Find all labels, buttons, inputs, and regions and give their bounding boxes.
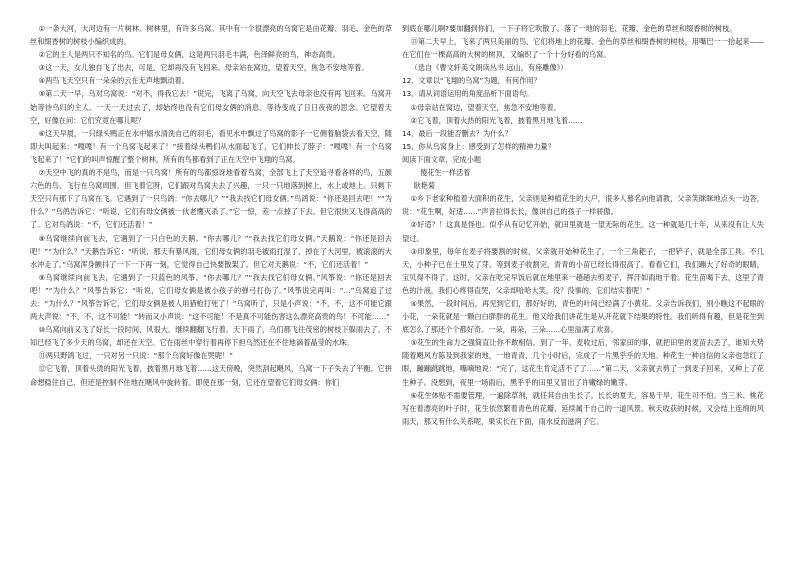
paragraph: ②它的主人是两只不知名的鸟。它们是母女俩，这是两只羽毛丰满，色泽鲜亮的鸟，神态高贵。 <box>38 50 340 60</box>
paragraph: ⑤花生的生命力之强简直让你不敢相信。到了一年，麦收过后，邻家田的事，就把田里的麦苗去丢了，谁知大势随着飓风方陈及到我家的地，一地青青，几个小时后，完成了一片黑乎乎的天地。种花生一种自信的父亲也急红了眼，蹦蹦跳跳地，嘴嘀地说：“完了，这花生肯定活不了了……”第二天，父亲就去剪了一到麦子回来，又种上了花生种子。没想到，夜里一场雨后，黑乎乎的田里又冒出了许嫩绿的嫩芽。 <box>402 338 764 387</box>
paragraph: ⑤第二天一早，乌对乌窝说：“对不，得我它去！”说完，飞离了乌窝，向天空飞去母亲也没有再飞回来。乌窝开始等待乌归的主人。一天一天过去了，却始终也没有它们母女俩的消息。等待变成了日日夜夜的思念。它望着天空，好像在问：它们究竟在哪儿呢？ <box>30 89 392 125</box>
paragraph: ⑨乌窝继续向前飞去，它遇到了一只蓝色的风筝。“你去哪儿？”“我去找它们母女俩。”风筝说：“你还是回去吧！”“为什么？”风筝告诉它：“听说，它们母女俩是被小孩子的弹弓打伤了。”风筝说完再叫：“…”乌窝追了过去：“为什么？”风筝告诉它，它们母女俩是被人用猎枪打死了！”乌窝听了，只是小声说：“不，不，这不可能它跟两大声说：“不，不，这不可能！”转而又小声说：“这不可能！不是真不可能伤害这么漂亮高贵的鸟！不可能……” <box>30 272 392 322</box>
paragraph: ⑬第二天早上，飞来了两只美丽的鸟，它们将地上的花瓣、金色的草丝和缀香树的树枝，用嘴巴一一拾起来——在它们在一棵高高的大树的树顶，又编织了一个十分好看的乌窝。 <box>402 37 764 60</box>
paragraph: ⑦天空中飞的真的不是鸟，而是一只乌窝！所有的鸟都惊讶地看着鸟窝，全部飞上了天空追寻看各样的鸟，五颜六色的鸟，飞行在乌窝周围，但飞着它呀，它们跟对鸟窝夫去了兴趣，一只一只地落到树上，水上或地上。只剩下天空只有那下了乌窝在飞。它遇到了一只鸟鸽：“你去哪儿？”“我去找它们母女俩。”鸟鸽说：“你还是回去吧！”“为什么？”乌鸽告诉它：“听说，它们有母女俩被一伙老鹰灭杀了。”它一惊，差一点掉了下去。但它很快又飞得高高的了。它对鸟鸽说：“不，它们还活着！” <box>30 168 392 230</box>
reading-instruction: 阅读下面文章，完成小题 <box>402 154 482 164</box>
paragraph: ⑧乌窝继续向前飞去，它遇到了一只白色的天鹅。“你去哪儿？”“我去找它们母女俩。”天鹅说：“你还是回去吧！”“为什么？”天鹅告诉它：“听说，那天有暴风雨，它们母女俩的羽毛被雨打湿了，掉在了大河里，被滚滚的大水冲走了。”乌窝浑身颤抖了一下一下再一刻，它觉得自己快要散架了。但它对天鹅说：“不，它们还活着！” <box>30 233 392 269</box>
paragraph: ⑪两只野鸽飞过，一只对另一只说：“那个乌窝好像在哭呢！” <box>38 351 233 361</box>
paragraph: ④果然，一段时间后，再见到它们，都好好的，青色的叶间已经满了小黄花。父亲告诉我们，别小瞧这不起眼的小花，一朵花就是一颗白白胖胖的花生。他又给我们讲花生是从开花就下结果的特性。我们听得有趣，但是花生到底怎么了那还个个都好奇。一朵，再朵，三朵……心里溢满了欢喜。 <box>402 298 764 335</box>
paragraph: ①一条大河，大河边有一片树林。树林里，有许多乌窝。其中有一个很漂亮的乌窝它是由花瓣、羽毛、金色的草丝和缀香树的树枝小编织成的。 <box>30 24 392 47</box>
paragraph: ②好适？！这真是怪也。似乎从有记忆开始，就田里就是一望无际的花生。这一种就是几十年，从来没有让人失望过。 <box>402 220 764 243</box>
paragraph: ⑥这天早晨，一只绿头鸭正在水中嬉水清洗自己的羽毛，看见水中飘过了鸟窝的影子一它侧着脑袋去看天空，随即大叫起来：“嘎嘎！有一个乌窝飞起来了！”接着绿头鸭们从水面起飞了，它们伸长了脖子：“嘎嘎！有一个乌窝飞起来了！”它们的叫声惊醒了整个树林，所有的鸟都看到了正在天空中飞翔的乌窝。 <box>30 128 392 164</box>
right-column <box>402 22 764 428</box>
question-14: 14、最后一段能否删去？为什么？ <box>402 128 512 138</box>
article-author: 耿艳菊 <box>413 181 436 191</box>
question-15: 15、你从乌窝身上：感受到了怎样的精神力量？ <box>402 141 555 151</box>
question-13-item-1: ①母亲站在窝边，望着天空，焦急不安地等着。 <box>410 102 561 112</box>
article-title: 傻花生一样活着 <box>420 168 471 178</box>
paragraph: ①乡下老家种植着大面积的花生，父亲则是种植花生的大户，很多人慕名向他请教，父亲笑眯眯地点头一边答，说：“花生啊，好适……”声音拉得长长，像讲自己的孩子一样骄傲。 <box>402 194 764 217</box>
left-column <box>30 22 392 389</box>
source-note: （选自《曹文轩美文朗读丛书 远山，有座雕像》） <box>410 63 568 73</box>
paragraph: ⑥花生体贴不需要管理，一遍除草剂，就任其自由生长了。长长的夏天，容易干旱，花生可不怕。当三米、桃花写在着漂亮的叶子时，花生依然繁着青色的花瓣，延续属于自己的一道风景。秋天收获的时候，又会结上连绵的风雨天，那又有什么关系呢，果实长在下面，雨水反而滋润了它。 <box>402 390 764 426</box>
question-13: 13、请从词语运用的角度品析下面语句。 <box>402 89 534 99</box>
question-13-item-2: ②它飞着，顶着火热的阳光飞着，披着黑月地飞着…… <box>410 115 583 125</box>
paragraph: ③印象里，每年在麦子将要割的时候，父亲就开始种花生了，一个三角耙子，一把铲子，就是全部工具。不几天，小种子已在土里发了芽。等到麦子收割完，青青的小苗已经长得很高了。看看它们，我们蹦大了好奇的眼睛，宝贝得不得了。这时，父亲在吃完早饭后就在地里来一趟趟去剪麦子，挥汗如雨地干着。花生苗喝下去，这里了青色的汁液，我们心疼得直哭，父亲却哈哈大笑，没？没事的，它们结实着呢！” <box>402 246 764 295</box>
paragraph: ③这一天，女儿独自飞了出去，可是，它却再没有飞回来。母亲站在窝边，望着天空，焦急不安地等着。 <box>38 63 369 73</box>
question-12: 12、文章以“飞翔的乌窝”为题，有何作用？ <box>402 76 541 86</box>
paragraph: ⑫它飞着，顶着头烫的阳光飞着，披着黑月地飞着……这天傍晚，突然刮起飓风，乌窝一下子失去了平衡。它拼命想稳住自己，但还是控制不住地在飓风中旋转着。即使在那一刻，它还在望着它们母女俩：你们 <box>30 364 392 387</box>
paragraph: 到底在哪儿啊?要加翻到你们，一下子将它吹散了。落了一地的羽毛、花瓣、金色的草丝和缀香树的树枝。 <box>402 24 737 33</box>
paragraph: ④两鸟飞天空只有一朵朵的云在无声地飘动着。 <box>38 76 189 86</box>
paragraph: ⑩乌窝向前又飞了好长一段时间，风很大。继续翻翻飞行着。天下雨了，乌们都飞往茂密的树枝下躲雨去了。不知已经飞了多少天的乌窝，却还在天空。它在雨丝中穿行着再停下担乌然还在不住地滴着晶莹的水珠。 <box>30 325 392 348</box>
